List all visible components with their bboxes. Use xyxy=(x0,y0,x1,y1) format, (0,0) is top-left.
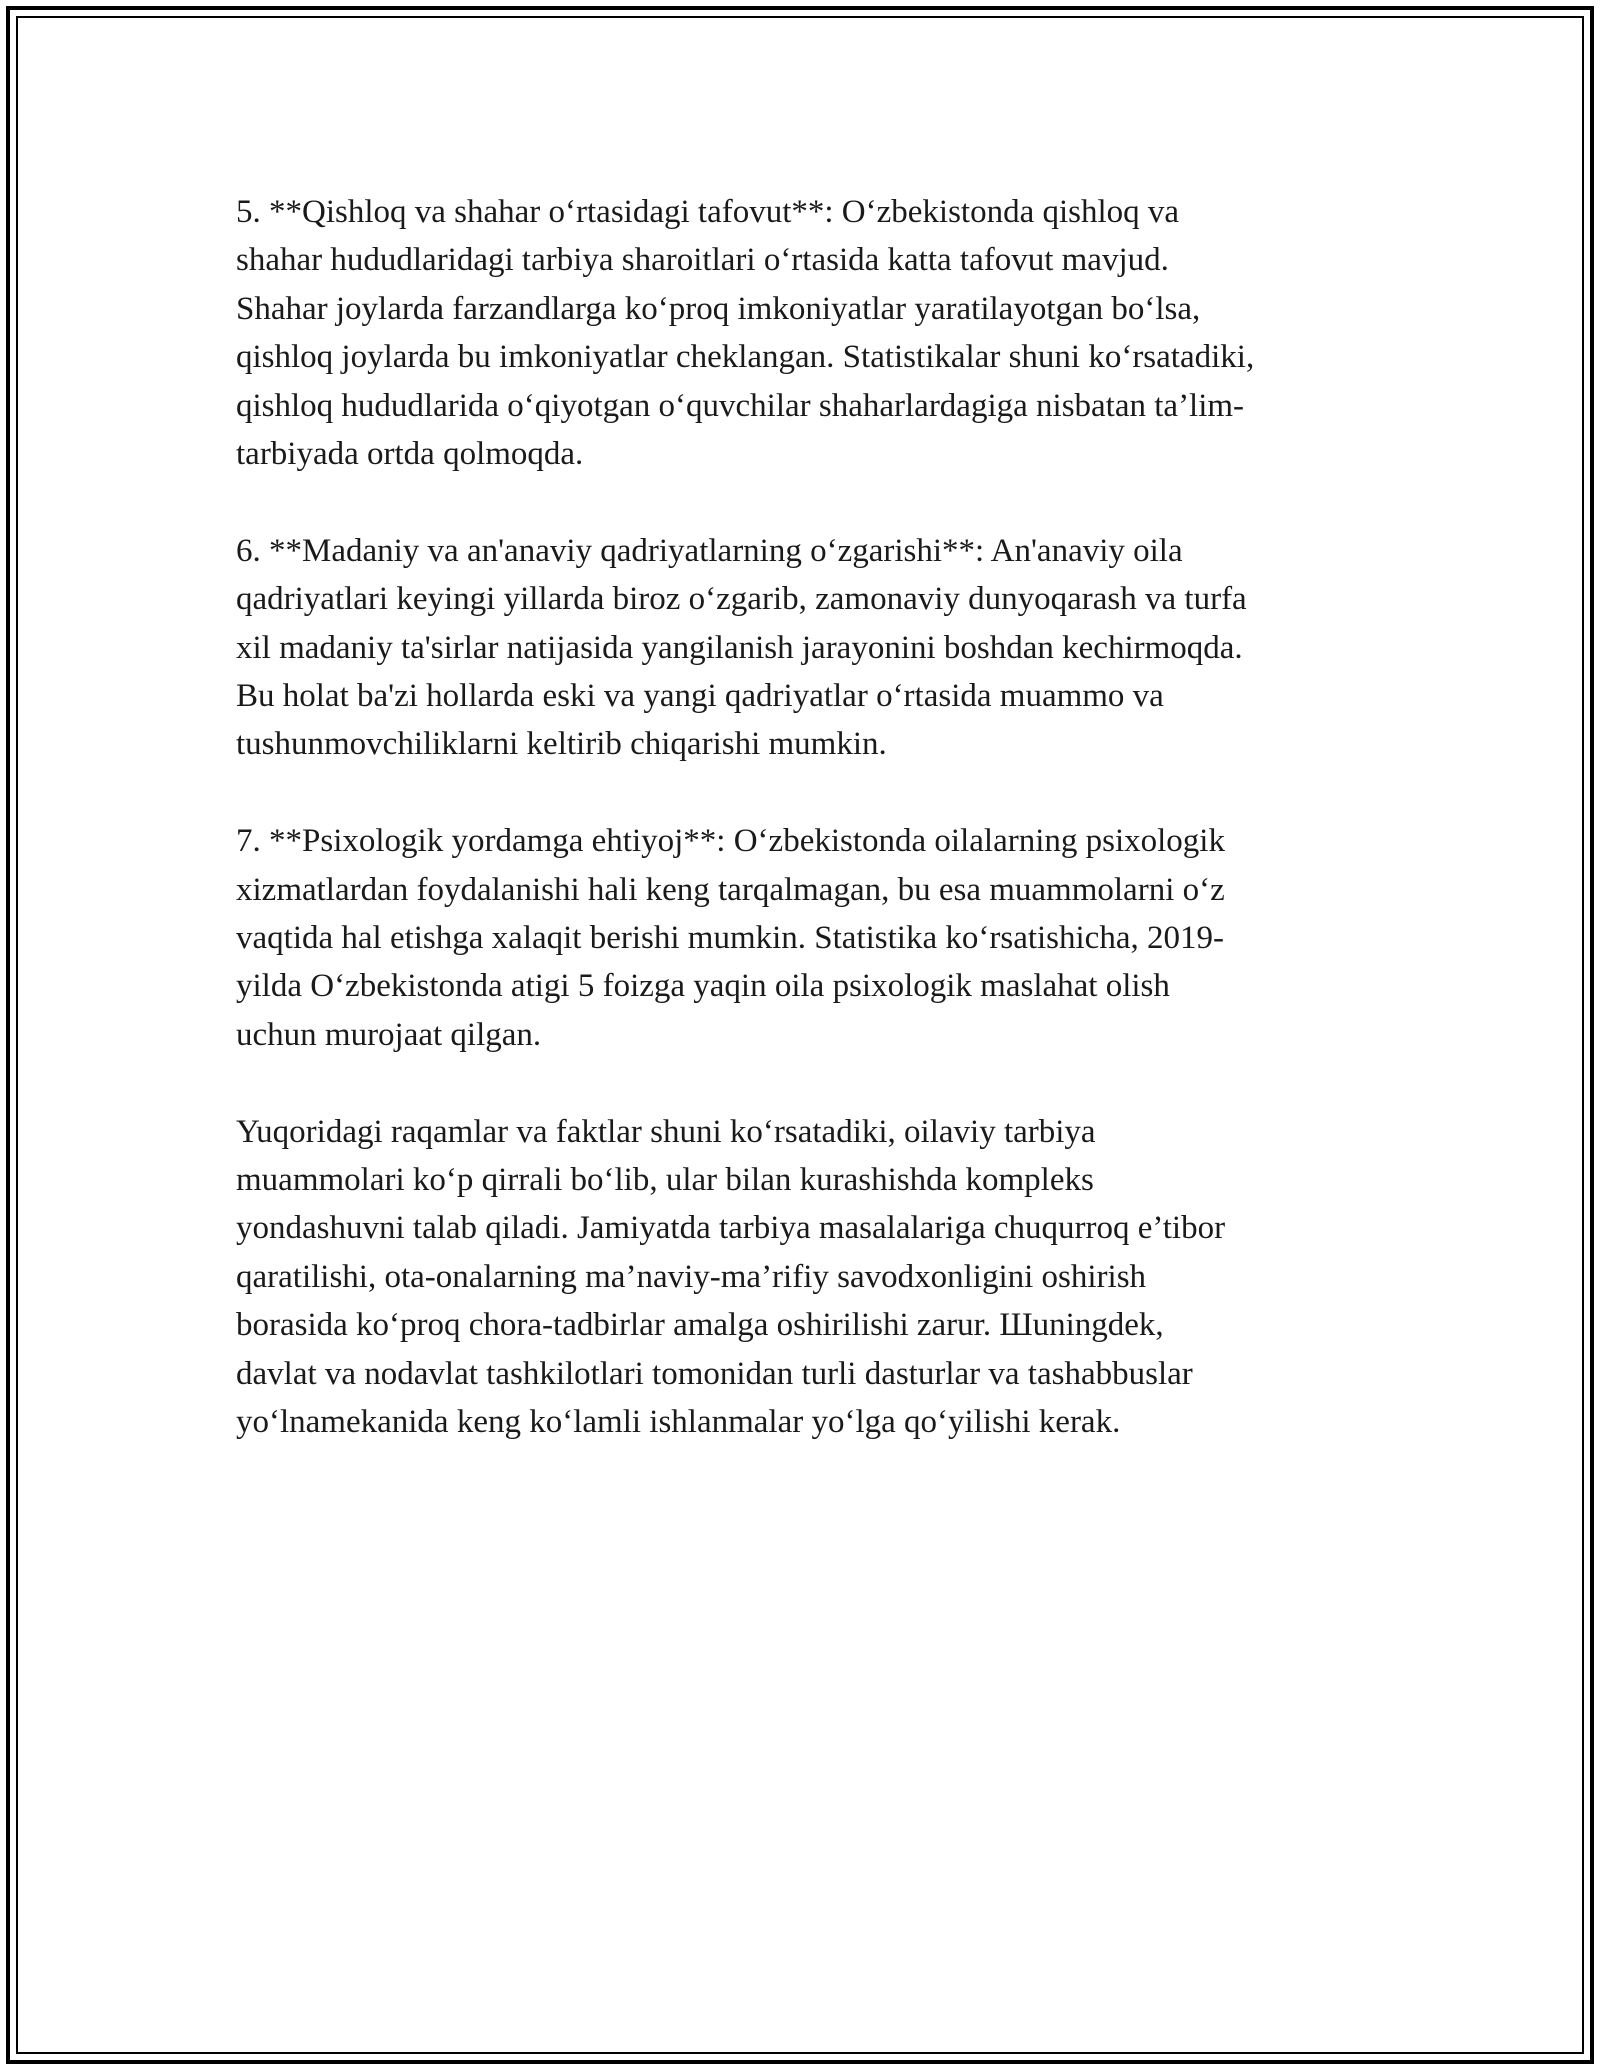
text-line: yondashuvni talab qiladi. Jamiyatda tarbiya masalalariga chuqurroq e’tibor xyxy=(236,1210,1226,1247)
text-line: Shahar joylarda farzandlarga koʻproq imkoniyatlar yaratilayotgan boʻlsa, xyxy=(236,290,1201,327)
document-body xyxy=(236,188,1366,1495)
text-line: 6. **Madaniy va an'anaviy qadriyatlarning oʻzgarishi**: An'anaviy oila xyxy=(236,532,1183,569)
text-line: 5. **Qishloq va shahar oʻrtasidagi tafovut**: Oʻzbekistonda qishloq va xyxy=(236,194,1180,230)
paragraph-rural-urban-gap xyxy=(236,188,1366,478)
text-line: Bu holat ba'zi hollarda eski va yangi qadriyatlar oʻrtasida muammo va xyxy=(236,678,1164,715)
text-line: xizmatlardan foydalanishi hali keng tarqalmagan, bu esa muammolarni oʻz xyxy=(236,871,1225,908)
text-line: tushunmovchiliklarni keltirib chiqarishi mumkin. xyxy=(236,726,887,763)
text-line: yilda Oʻzbekistonda atigi 5 foizga yaqin oila psixologik maslahat olish xyxy=(236,968,1170,1005)
text-line: vaqtida hal etishga xalaqit berishi mumkin. Statistika koʻrsatishicha, 2019- xyxy=(236,920,1224,957)
text-line: qishloq hududlarida oʻqiyotgan oʻquvchilar shaharlardagiga nisbatan ta’lim- xyxy=(236,387,1245,424)
text-line: muammolari koʻp qirrali boʻlib, ular bilan kurashishda kompleks xyxy=(236,1162,1094,1199)
text-line: yoʻlnamekanida keng koʻlamli ishlanmalar yoʻlga qoʻyilishi kerak. xyxy=(236,1404,1121,1441)
text-line: xil madaniy ta'sirlar natijasida yangilanish jarayonini boshdan kechirmoqda. xyxy=(236,629,1243,666)
text-line: uchun murojaat qilgan. xyxy=(236,1016,542,1053)
text-line: tarbiyada ortda qolmoqda. xyxy=(236,436,584,473)
text-line: 7. **Psixologik yordamga ehtiyoj**: Oʻzbekistonda oilalarning psixologik xyxy=(236,823,1225,860)
paragraph-psychological-help xyxy=(236,817,1366,1059)
text-line: qishloq joylarda bu imkoniyatlar cheklangan. Statistikalar shuni koʻrsatadiki, xyxy=(236,339,1255,376)
text-line: borasida koʻproq chora-tadbirlar amalga oshirilishi zarur. Шuningdek, xyxy=(236,1307,1164,1344)
text-line: Yuqoridagi raqamlar va faktlar shuni koʻrsatadiki, oilaviy tarbiya xyxy=(236,1113,1096,1150)
paragraph-conclusion xyxy=(236,1108,1366,1447)
text-line: davlat va nodavlat tashkilotlari tomonidan turli dasturlar va tashabbuslar xyxy=(236,1355,1193,1392)
text-line: qaratilishi, ota-onalarning ma’naviy-ma’rifiy savodxonligini oshirish xyxy=(236,1258,1147,1295)
text-line: qadriyatlari keyingi yillarda biroz oʻzgarib, zamonaviy dunyoqarash va turfa xyxy=(236,581,1247,618)
paragraph-cultural-values xyxy=(236,527,1366,769)
text-line: shahar hududlaridagi tarbiya sharoitlari oʻrtasida katta tafovut mavjud. xyxy=(236,242,1169,279)
